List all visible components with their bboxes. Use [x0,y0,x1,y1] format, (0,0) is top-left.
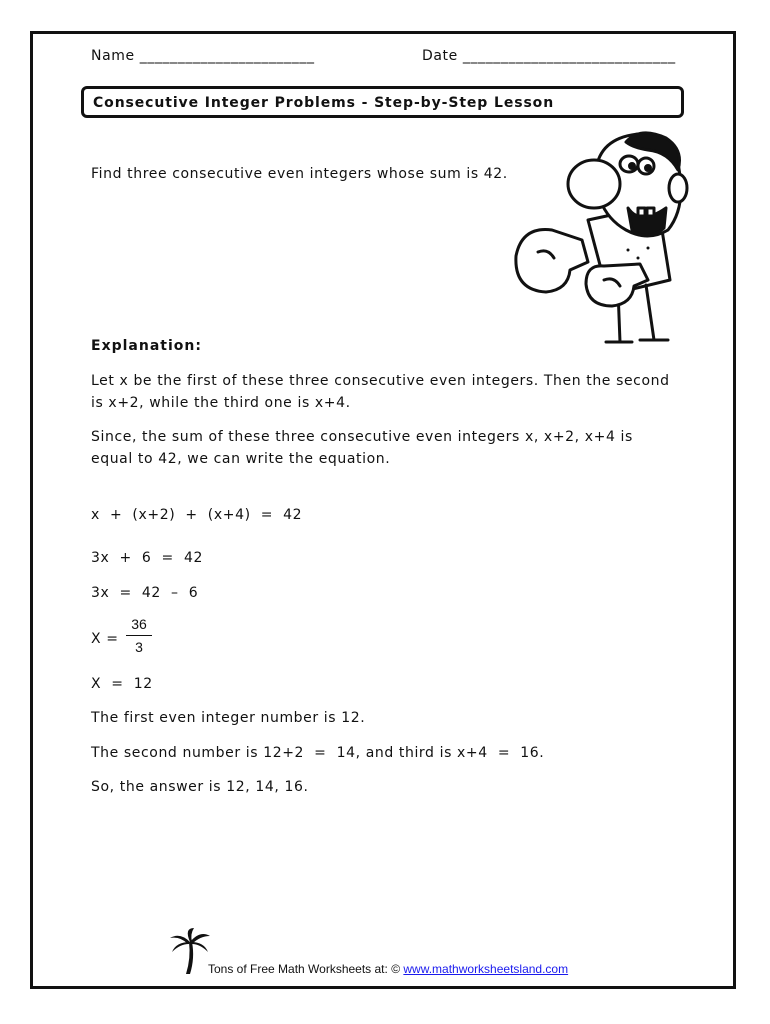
step-2: 3x = 42 – 6 [91,585,199,601]
step-3-prefix: X = [91,631,119,647]
equation: x + (x+2) + (x+4) = 42 [91,507,303,523]
footer-text: Tons of Free Math Worksheets at: © [208,962,404,976]
fraction-numerator: 36 [126,616,152,636]
step-4: X = 12 [91,676,153,692]
conclusion-2: The second number is 12+2 = 14, and third is x+4 = 16. [91,745,545,761]
explanation-line-1: Let x be the first of these three consecutive even integers. Then the second [91,373,670,389]
fraction [126,616,152,655]
step-1: 3x + 6 = 42 [91,550,203,566]
palm-tree-icon [170,928,210,974]
conclusion-1: The first even integer number is 12. [91,710,366,726]
page-title: Consecutive Integer Problems - Step-by-Step Lesson [93,95,555,111]
explanation-line-3: Since, the sum of these three consecutive even integers x, x+2, x+4 is [91,429,633,445]
problem-statement: Find three consecutive even integers whose sum is 42. [91,166,508,182]
explanation-heading: Explanation: [91,338,202,354]
date-field-label: Date ____________________________ [422,48,676,64]
footer [208,962,568,976]
boxer-cartoon-icon [508,130,698,352]
conclusion-3: So, the answer is 12, 14, 16. [91,779,309,795]
name-field-label: Name _______________________ [91,48,315,64]
explanation-line-2: is x+2, while the third one is x+4. [91,395,351,411]
fraction-denominator: 3 [135,639,143,655]
explanation-line-4: equal to 42, we can write the equation. [91,451,391,467]
footer-link[interactable]: www.mathworksheetsland.com [403,962,569,976]
title-box [81,86,684,118]
